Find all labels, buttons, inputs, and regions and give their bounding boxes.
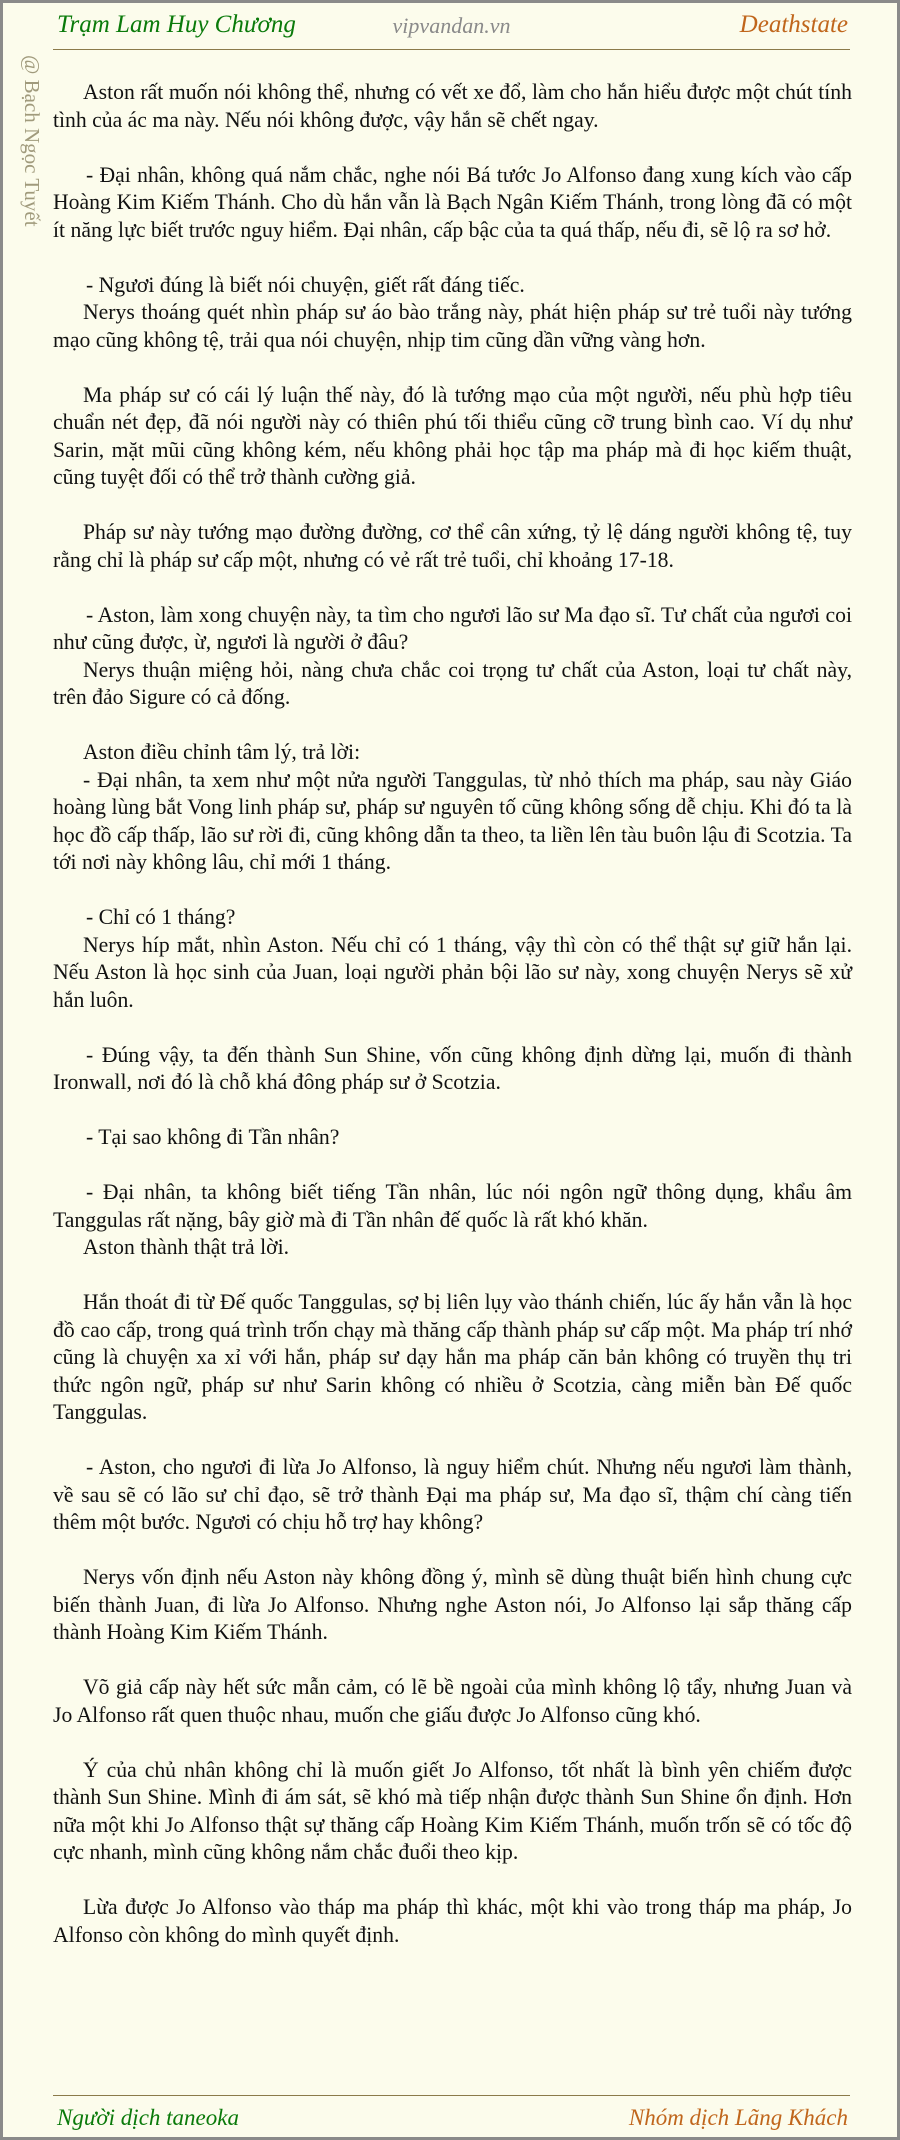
translator-credit: Người dịch taneoka [57, 2105, 239, 2130]
site-name: vipvandan.vn [392, 13, 511, 38]
paragraph: Võ giả cấp này hết sức mẫn cảm, có lẽ bề ngoài của mình không lộ tẩy, nhưng Juan và Jo Alfonso rất quen thuộc nhau, muốn che giấu được Jo Alfonso cũng khó. [53, 1675, 852, 1727]
paragraph: Ý của chủ nhân không chỉ là muốn giết Jo Alfonso, tốt nhất là bình yên chiếm được thành Sun Shine. Mình đi ám sát, sẽ khó mà tiếp nhận được thành Sun Shine ổn định. Hơn nữa một khi Jo Alfonso thật sự thăng cấp Hoàng Kim Kiếm Thánh, muốn trốn sẽ có tốc độ cực nhanh, mình cũng không nắm chắc đuổi theo kịp. [53, 1757, 852, 1864]
paragraph: Aston rất muốn nói không thể, nhưng có vết xe đổ, làm cho hắn hiểu được một chút tính tình của ác ma này. Nếu nói không được, vậy hắn sẽ chết ngay. [53, 80, 852, 132]
paragraph: - Aston, làm xong chuyện này, ta tìm cho ngươi lão sư Ma đạo sĩ. Tư chất của ngươi coi như cũng được, ừ, ngươi là người ở đâu? [53, 602, 852, 654]
paragraph: Lừa được Jo Alfonso vào tháp ma pháp thì khác, một khi vào trong tháp ma pháp, Jo Alfonso còn không do mình quyết định. [53, 1895, 852, 1947]
paragraph: - Đại nhân, không quá nắm chắc, nghe nói Bá tước Jo Alfonso đang xung kích vào cấp Hoàng Kim Kiếm Thánh. Cho dù hắn vẫn là Bạch Ngân Kiếm Thánh, trong lòng đã có một ít năng lực biết trước nguy hiểm. Đại nhân, cấp bậc của ta quá thấp, nếu đi, sẽ lộ ra sơ hở. [53, 162, 852, 242]
header-tag: Deathstate [739, 11, 848, 38]
paragraph: - Đại nhân, ta xem như một nửa người Tanggulas, từ nhỏ thích ma pháp, sau này Giáo hoàng lùng bắt Vong linh pháp sư, pháp sư nguyên tố cũng không sống dễ chịu. Khi đó ta là học đồ cấp thấp, lão sư rời đi, cũng không dẫn ta theo, ta liền lên tàu buôn lậu đi Scotzia. Ta tới nơi này không lâu, chỉ mới 1 tháng. [53, 767, 852, 874]
paragraph: Nerys híp mắt, nhìn Aston. Nếu chỉ có 1 tháng, vậy thì còn có thể thật sự giữ hắn lại. Nếu Aston là học sinh của Juan, loại người phản bội lão sư này, xong chuyện Nerys sẽ xử hắn luôn. [53, 932, 852, 1012]
paragraph: - Đại nhân, ta không biết tiếng Tần nhân, lúc nói ngôn ngữ thông dụng, khẩu âm Tanggulas rất nặng, bây giờ mà đi Tần nhân đế quốc là rất khó khăn. [53, 1180, 852, 1232]
paragraph: - Ngươi đúng là biết nói chuyện, giết rất đáng tiếc. [86, 272, 525, 297]
paragraph: Hắn thoát đi từ Đế quốc Tanggulas, sợ bị liên lụy vào thánh chiến, lúc ấy hắn vẫn là học đồ cao cấp, trong quá trình trốn chạy mà thăng cấp thành pháp sư cấp một. Ma pháp trí nhớ cũng là chuyện xa xỉ với hắn, pháp sư dạy hắn ma pháp căn bản không có truyền thụ tri thức ngôn ngữ, pháp sư như Sarin không có nhiều ở Scotzia, càng miễn bàn Đế quốc Tanggulas. [53, 1290, 852, 1424]
paragraph: Nerys thuận miệng hỏi, nàng chưa chắc coi trọng tư chất của Aston, loại tư chất này, trên đảo Sigure có cả đống. [53, 657, 852, 709]
paragraph: - Đúng vậy, ta đến thành Sun Shine, vốn cũng không định dừng lại, muốn đi thành Ironwall, nơi đó là chỗ khá đông pháp sư ở Scotzia. [53, 1042, 852, 1094]
paragraph: - Tại sao không đi Tần nhân? [86, 1125, 340, 1149]
sidebar-credit: @ Bạch Ngọc Tuyết [20, 55, 44, 227]
page-footer [53, 2095, 850, 2138]
group-credit: Nhóm dịch Lãng Khách [628, 2105, 848, 2130]
paragraph: Pháp sư này tướng mạo đường đường, cơ thể cân xứng, tỷ lệ dáng người không tệ, tuy rằng chỉ là pháp sư cấp một, nhưng có vẻ rất trẻ tuổi, chỉ khoảng 17-18. [53, 520, 852, 572]
paragraph: Ma pháp sư có cái lý luận thế này, đó là tướng mạo của một người, nếu phù hợp tiêu chuẩn nét đẹp, đã nói người này có thiên phú tối thiểu cũng cỡ trung bình cao. Ví dụ như Sarin, mặt mũi cũng không kém, nếu không phải học tập ma pháp mà đi học kiếm thuật, cũng tuyệt đối có thể trở thành cường giả. [53, 382, 852, 489]
page-header [53, 3, 850, 50]
paragraph: Aston thành thật trả lời. [83, 1235, 290, 1259]
paragraph: - Chỉ có 1 tháng? [86, 905, 236, 929]
paragraph: Aston điều chỉnh tâm lý, trả lời: [83, 740, 361, 764]
paragraph: Nerys vốn định nếu Aston này không đồng ý, mình sẽ dùng thuật biến hình chung cực biến thành Juan, đi lừa Jo Alfonso. Nhưng nghe Aston nói, Jo Alfonso lại sắp thăng cấp thành Hoàng Kim Kiếm Thánh. [53, 1565, 852, 1644]
paragraph: - Aston, cho ngươi đi lừa Jo Alfonso, là nguy hiểm chút. Nhưng nếu ngươi làm thành, về sau sẽ có lão sư chỉ đạo, sẽ trở thành Đại ma pháp sư, Ma đạo sĩ, thậm chí càng tiến thêm một bước. Ngươi có chịu hỗ trợ hay không? [53, 1455, 852, 1534]
book-title: Trạm Lam Huy Chương [57, 11, 296, 38]
story-text [53, 79, 852, 1949]
paragraph: Nerys thoáng quét nhìn pháp sư áo bào trắng này, phát hiện pháp sư trẻ tuổi này tướng mạo cũng không tệ, trải qua nói chuyện, nhịp tim cũng dần vững vàng hơn. [53, 300, 852, 352]
